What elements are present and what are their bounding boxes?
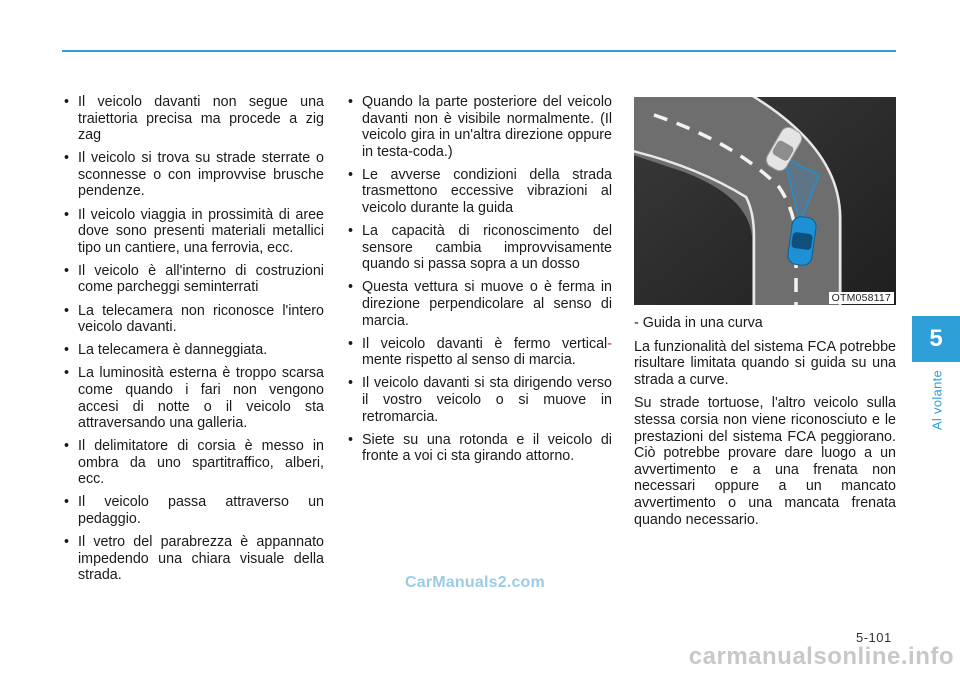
left-bullet-list [62,94,324,584]
watermark-link[interactable]: CarManuals2.com [405,574,545,591]
figure-caption: - Guida in una curva [634,315,763,331]
list-item: • Il vetro del parabrezza è appannato impedendo una chiara visuale della strada. [62,534,324,584]
list-item: • Siete su una rotonda e il veicolo di fronte a voi ci sta girando attorno. [346,432,612,465]
right-column [634,94,896,528]
list-item: • La capacità di riconoscimento del sensore cambia improvvisamente quando si passa sopra a un dosso [346,223,612,273]
item-text: Il veicolo davanti è fermo vertical [362,335,608,352]
list-item: • Il veicolo si trova su strade sterrate o sconnesse o con improvvise brusche pendenze. [62,150,324,200]
list-item: • Il veicolo viaggia in prossimità di aree dove sono presenti materiali metallici tipo un cantiere, una ferrovia, ecc. [62,207,324,257]
list-item: • La telecamera non riconosce l'intero veicolo davanti. [62,303,324,336]
road-curve-drawing [634,97,896,305]
curve-illustration [634,97,896,305]
list-item: • Il veicolo davanti non segue una traiettoria precisa ma procede a zig zag [62,94,324,144]
list-item: • Il veicolo davanti si sta dirigendo verso il vostro veicolo o si muove in retromarcia. [346,375,612,425]
list-item: • Questa vettura si muove o è ferma in direzione perpendicolare al senso di marcia. [346,279,612,329]
paragraph: La funzionalità del sistema FCA potrebbe risultare limitata quando si guida su una strada a curve. [634,338,896,388]
list-item: • La luminosità esterna è troppo scarsa come quando i fari non vengono accesi di notte o il veicolo sta attraversando una galleria. [62,365,324,431]
middle-column [346,94,612,471]
list-item: • Il delimitatore di corsia è messo in ombra da uno spartitraffico, alberi, ecc. [62,438,324,488]
list-item [346,336,612,369]
list-item: • Il veicolo è all'interno di costruzioni come parcheggi seminterrati [62,263,324,296]
site-watermark: carmanualsonline.info [688,643,954,670]
paragraph: Su strade tortuose, l'altro veicolo sulla stessa corsia non viene riconosciuto e le prestazioni del sistema FCA peggiorano. Ciò potrebbe provare dare luogo a un avvertimento e a una frenata non necessari oppure a un mancato avvertimento o una mancata frenata quando necessario. [634,395,896,528]
figure-code: OTM058117 [829,292,894,304]
list-item: • Quando la parte posteriore del veicolo davanti non è visibile normalmente. (Il veicolo gira in un'altra direzione oppure in testa-coda.) [346,94,612,160]
hyphen-mark: - [607,335,612,352]
chapter-label: Al volante [929,369,945,431]
item-text: mente rispetto al senso di marcia. [362,352,576,369]
page-number: 5-101 [856,630,892,645]
left-column [62,94,324,590]
chapter-tab: 5 [912,316,960,362]
middle-bullet-list [346,94,612,465]
list-item: • Il veicolo passa attraverso un pedaggio. [62,494,324,527]
list-item: • La telecamera è danneggiata. [62,342,324,359]
header-rule [62,50,896,52]
list-item: • Le avverse condizioni della strada trasmettono eccessive vibrazioni al veicolo durante la guida [346,167,612,217]
